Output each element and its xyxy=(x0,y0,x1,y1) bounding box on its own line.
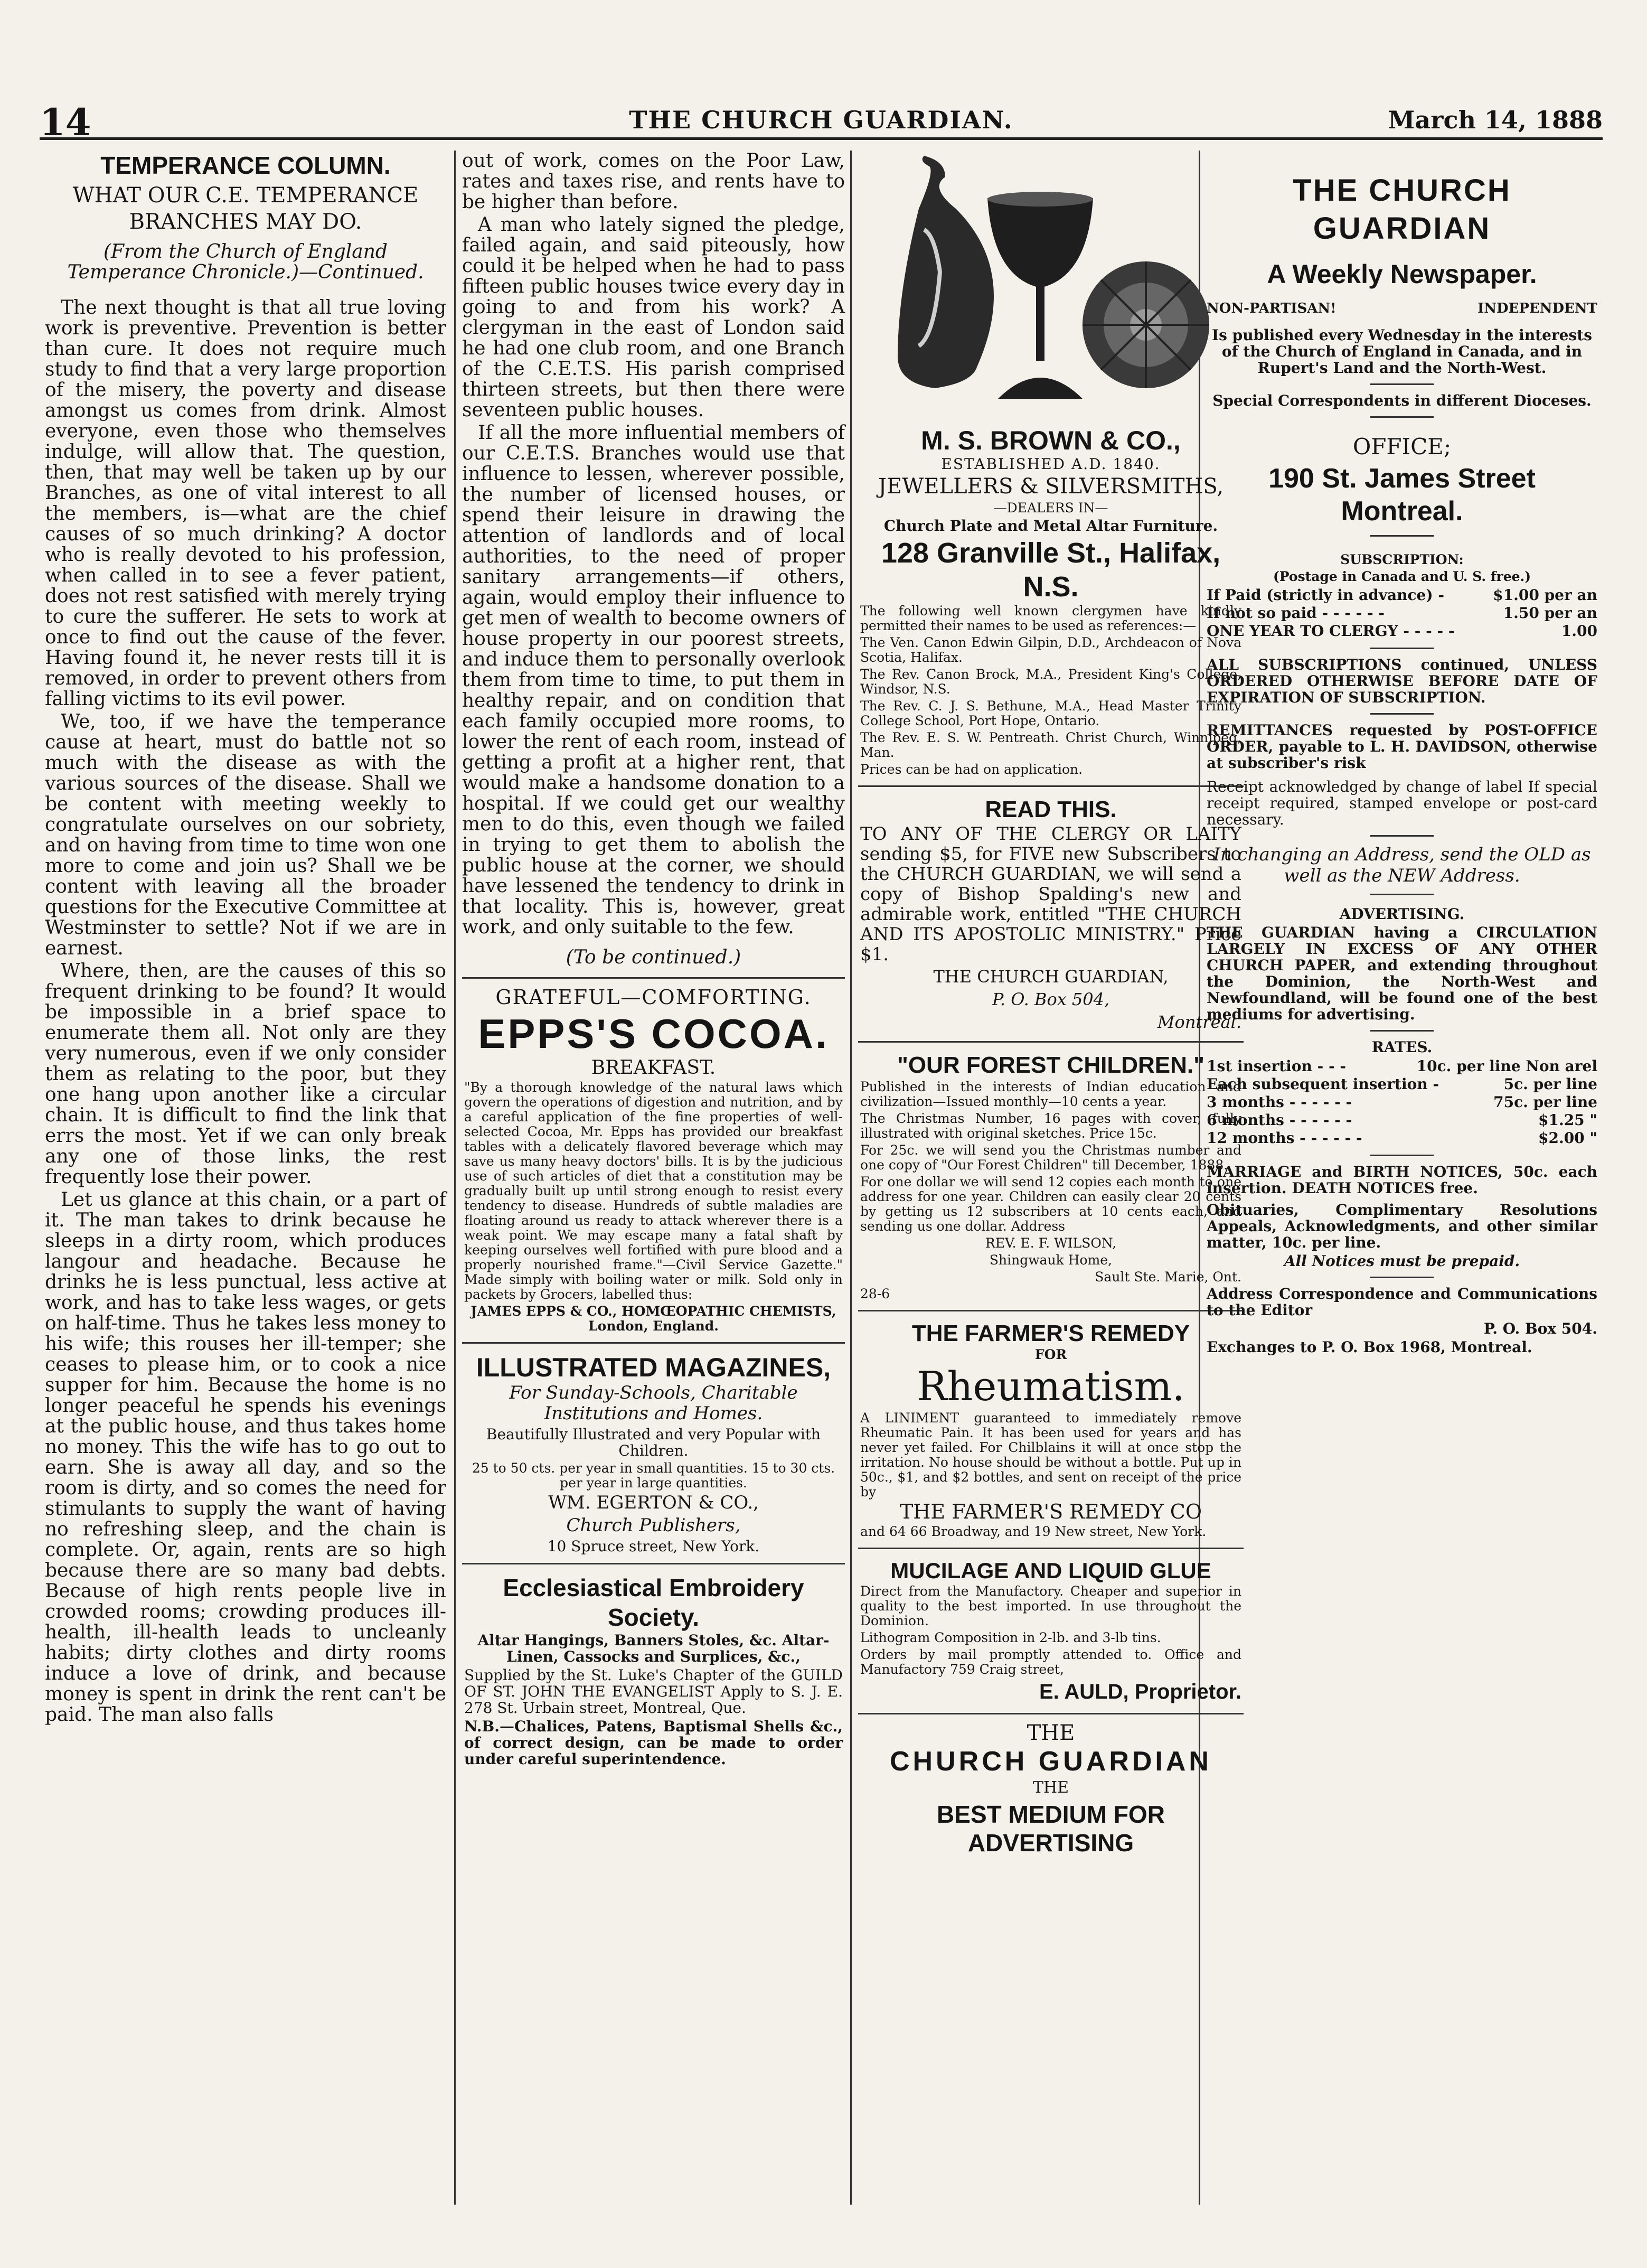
ad-sign: P. O. Box 504, xyxy=(992,989,1110,1009)
subscription-continued-note: ALL SUBSCRIPTIONS continued, UNLESS ORDERED OTHERWISE BEFORE DATE OF EXPIRATION OF SUBSCRIPTION. xyxy=(1207,656,1597,706)
ad-body: "By a thorough knowledge of the natural laws which govern the operations of digestion and nutrition, and by a careful application of the fine properties of well-selected Cocoa, Mr. Epps has provided our breakfast tables with a delicately flavored beverage which may save us many heavy doctors' bills. It is by the judicious use of such articles of diet that a constitution may be gradually built up until strong enough to resist every tendency to disease. Hundreds of subtle maladies are floating around us ready to attack wherever there is a weak point. We may escape many a fatal shaft by keeping ourselves well fortified with pure blood and a properly nourished frame."—Civil Service Gazette." Made simply with boiling water or milk. Sold only in packets by Grocers, labelled thus: xyxy=(464,1080,843,1302)
box-number: P. O. Box 504. xyxy=(1483,1320,1597,1337)
ad-line: CHURCH GUARDIAN xyxy=(890,1746,1212,1777)
ad-goods: Church Plate and Metal Altar Furniture. xyxy=(883,517,1218,535)
ad-title: READ THIS. xyxy=(985,796,1117,822)
ad-title: THE FARMER'S REMEDY xyxy=(911,1320,1190,1346)
ad-dealers: —DEALERS IN— xyxy=(993,500,1108,516)
headline: BRANCHES MAY DO. xyxy=(129,210,362,234)
altar-plate-illustration xyxy=(887,151,1215,425)
ad-body: Supplied by the St. Luke's Chapter of the GUILD OF ST. JOHN THE EVANGELIST Apply to S. J. E. 278 St. Urbain street, Montreal, Que. xyxy=(464,1666,843,1717)
rate-row: 3 months - - - - - - 75c. per line xyxy=(1207,1093,1597,1111)
ad-address: REV. E. F. WILSON, xyxy=(985,1235,1117,1251)
farmers-remedy-ad xyxy=(858,1320,1244,1539)
ad-body: TO ANY OF THE CLERGY OR LAITY sending $5, for FIVE new Subscribers to the CHURCH GUARDIAN, we will send a copy of Bishop Spalding's new and admirable work, entitled "THE CHURCH AND ITS APOSTOLIC MINISTRY." Price $1. xyxy=(860,823,1241,965)
publication-info-column xyxy=(1201,151,1603,2205)
ad-title: Ecclesiastical Embroidery Society. xyxy=(503,1574,804,1631)
article-paragraph: The next thought is that all true loving work is preventive. Prevention is better than cure. It does not require much study to find that a very large proportion of the misery, the poverty and disease amongst us comes from drink. Almost everyone, even those who themselves indulge, will allow that. The question, then, that may well be taken up by our Branches, as one of vital interest to all the members, is—what are the chief causes of so much drinking? A doctor who is really devoted to his profession, when called in to see a fever patient, does not rest satisfied with merely trying to cure the sufferer. He sets to work at once to find out the cause of the fever. Having found it, he never rests till it is removed, in order to prevent others from falling victims to its evil power. xyxy=(45,297,446,710)
ad-body: Direct from the Manufactory. Cheaper and superior in quality to the best imported. In use throughout the Dominion. xyxy=(860,1583,1241,1628)
ad-firm: WM. EGERTON & CO., xyxy=(548,1492,759,1513)
epps-cocoa-ad xyxy=(462,987,845,1334)
rate-row: 12 months - - - - - - $2.00 " xyxy=(1207,1129,1597,1147)
ad-proprietor: E. AULD, Proprietor. xyxy=(1039,1680,1241,1703)
issue-date: March 14, 1888 xyxy=(1388,106,1603,134)
subscription-title: SUBSCRIPTION: xyxy=(1340,552,1464,567)
postage-note: (Postage in Canada and U. S. free.) xyxy=(1273,569,1531,584)
office-address: 190 St. James Street Montreal. xyxy=(1268,463,1536,527)
rate-row: Each subsequent insertion - 5c. per line xyxy=(1207,1075,1597,1093)
ad-body: For 25c. we will send you the Christmas number and one copy of "Our Forest Children" till December, 1888. xyxy=(860,1142,1241,1173)
publication-note: Is published every Wednesday in the interests of the Church of England in Canada, and in Rupert's Land and the North-West. xyxy=(1212,326,1592,377)
article-paragraph: If all the more influential members of our C.E.T.S. Branches would use that influence to lessen, wherever possible, the number of licensed houses, or spend their leisure in drawing the attention of landlords and of local authorities, to the need of proper sanitary arrangements—if others, again, would employ their influence to get men of wealth to become owners of house property in our poorest streets, and induce them to personally overlook them from time to time, to put them in healthy repair, and on condition that each family occupied more rooms, to lower the rent of each room, instead of getting a profit at a higher rent, that would make a handsome donation to a hospital. If we could get our wealthy men to do this, even though we failed in trying to get them to abolish the public house at the corner, we should have lessened the tendency to drink in that locality. This is, however, great work, and only suitable to the few. xyxy=(462,422,845,938)
article-paragraph: Where, then, are the causes of this so frequent drinking to be found? It would be impossible in a brief space to enumerate them all. Not only are they very numerous, even if we only consider them as relating to the poor, but they one hang upon another like a circular chain. It is difficult to find the link that errs the most. Yet if we can only break any one of those links, the rest frequently lose their power. xyxy=(45,960,446,1188)
page-number: 14 xyxy=(40,100,91,144)
obituaries-note: Obituaries, Complimentary Resolutions Appeals, Acknowledgments, and other similar matter, 10c. per line. xyxy=(1207,1201,1597,1251)
ad-title: EPPS'S COCOA. xyxy=(478,1010,829,1057)
rate-row: If Paid (strictly in advance) - $1.00 per an xyxy=(1207,586,1597,604)
ad-trade: JEWELLERS & SILVERSMITHS, xyxy=(878,474,1224,499)
temperance-column xyxy=(40,151,451,2205)
advertising-rates xyxy=(1207,1057,1597,1147)
prepaid-note: All Notices must be prepaid. xyxy=(1284,1252,1520,1270)
ad-body: For one dollar we will send 12 copies each month to one address for one year. Children can easily clear 20 cents by getting us 12 subscribers at 10 cents each, and sending us one dollar. Address xyxy=(860,1174,1241,1234)
rate-row: If not so paid - - - - - - 1.50 per an xyxy=(1207,604,1597,622)
column-three xyxy=(853,151,1249,2205)
ad-firm: JAMES EPPS & CO., HOMŒOPATHIC CHEMISTS, London, England. xyxy=(470,1304,836,1334)
column-rule xyxy=(454,151,456,2205)
headline: WHAT OUR C.E. TEMPERANCE xyxy=(72,183,419,208)
article-source: (From the Church of England Temperance Chronicle.)—Continued. xyxy=(67,241,424,283)
ad-title: ILLUSTRATED MAGAZINES, xyxy=(476,1353,831,1382)
article-paragraph: out of work, comes on the Poor Law, rates and taxes rise, and rents have to be higher than before. xyxy=(462,151,845,213)
ad-address: and 64 66 Broadway, and 19 New street, New York. xyxy=(860,1524,1207,1539)
subscription-rates xyxy=(1207,586,1597,640)
ad-address: Shingwauk Home, xyxy=(989,1252,1113,1268)
ad-sign: THE CHURCH GUARDIAN, xyxy=(933,967,1169,987)
masthead-title: THE CHURCH GUARDIAN xyxy=(1293,173,1511,246)
nonpartisan-label: NON-PARTISAN! xyxy=(1207,301,1337,316)
masthead-subtitle: A Weekly Newspaper. xyxy=(1267,259,1537,289)
ad-desc: Beautifully Illustrated and very Popular with Children. xyxy=(486,1426,821,1459)
ad-address: 10 Spruce street, New York. xyxy=(547,1538,760,1555)
page-header xyxy=(40,100,1603,144)
correspondents-note: Special Correspondents in different Dioceses. xyxy=(1212,392,1592,409)
ad-code: 28-6 xyxy=(860,1286,890,1301)
continued-note: (To be continued.) xyxy=(566,946,741,968)
embroidery-ad xyxy=(462,1573,845,1767)
brown-jewellers-ad xyxy=(858,151,1244,777)
read-this-ad xyxy=(858,795,1244,1033)
ad-body: Orders by mail promptly attended to. Office and Manufactory 759 Craig street, xyxy=(860,1647,1241,1677)
ad-sign: Montreal. xyxy=(1157,1012,1241,1032)
receipt-note: Receipt acknowledged by change of label If special receipt required, stamped envelope or post-card necessary. xyxy=(1207,778,1597,828)
ad-prices: Prices can be had on application. xyxy=(860,762,1083,777)
ad-body: Lithogram Composition in 2-lb. and 3-lb tins. xyxy=(860,1630,1161,1645)
ad-line: THE xyxy=(1032,1778,1069,1797)
ad-for: FOR xyxy=(1034,1347,1067,1362)
rates-title: RATES. xyxy=(1371,1038,1433,1056)
advertising-title: ADVERTISING. xyxy=(1339,905,1465,923)
article-paragraph: A man who lately signed the pledge, failed again, and said piteously, how could it be helped when he had to pass fifteen public houses twice every day in going to and from his work? A clergyman in the east of London said he had one club room, and one Branch of the C.E.T.S. His parish comprised thirteen streets, but then there were seventeen public houses. xyxy=(462,214,845,421)
exchanges-note: Exchanges to P. O. Box 1968, Montreal. xyxy=(1207,1338,1532,1356)
article-paragraph: Let us glance at this chain, or a part of it. The man takes to drink because he sleeps in a dirty room, which produces langour and headache. Because he drinks he is less punctual, less active at work, and has to take less wages, or gets on half-time. Thus he takes less money to his wife; this rouses her ill-temper; she ceases to please him, or to cook a nice supper for him. Because the home is no longer peaceful he spends his evenings at the public house, and thus takes home no money. This the wife has to go out to earn. She is away all day, and so the room is dirty, and so comes the need for stimulants to supply the want of having no refreshing sleep, and the chain is complete. Or, again, rents are so high because there are so many bad debts. Because of high rents people live in crowded rooms; crowding produces ill-health, ill-health leads to uncleanly habits; dirty clothes and dirty rooms induce a love of drink, and because money is spent in drink the rent can't be paid. The man also falls xyxy=(45,1189,446,1726)
magazines-ad xyxy=(462,1352,845,1554)
correspondence-note: Address Correspondence and Communications to the Editor xyxy=(1207,1285,1597,1319)
ad-tagline: GRATEFUL—COMFORTING. xyxy=(495,986,812,1009)
ad-address: Sault Ste. Marie, Ont. xyxy=(1095,1269,1241,1285)
ad-title: "OUR FOREST CHILDREN." xyxy=(897,1052,1204,1078)
article-paragraph: We, too, if we have the temperance cause at heart, must do battle not so much with the disease as with the various sources of the disease. Shall we be content with meeting weekly to congratulate ourselves on our sobriety, and on having from time to time won one more to come and join us? Shall we be content with leaving all the broader questions for the Executive Committee at Westminster to settle? Not if we are in earnest. xyxy=(45,711,446,959)
ad-firm: THE FARMER'S REMEDY CO xyxy=(899,1500,1202,1523)
independent-label: INDEPENDENT xyxy=(1477,301,1597,316)
advertising-body: THE GUARDIAN having a CIRCULATION LARGELY IN EXCESS OF ANY OTHER CHURCH PAPER, and extending throughout the Dominion, the North-West and Newfoundland, will be found one of the best mediums for advertising. xyxy=(1207,924,1597,1023)
glue-ad xyxy=(858,1558,1244,1704)
ad-address: 128 Granville St., Halifax, N.S. xyxy=(881,537,1221,603)
ad-role: Church Publishers, xyxy=(566,1515,741,1536)
remittance-note: REMITTANCES requested by POST-OFFICE ORDER, payable to L. H. DAVIDSON, otherwise at subscriber's risk xyxy=(1207,721,1597,772)
column-two xyxy=(457,151,850,2205)
rate-row: ONE YEAR TO CLERGY - - - - - 1.00 xyxy=(1207,622,1597,640)
advertising-medium-ad xyxy=(858,1723,1244,1857)
rate-row: 6 months - - - - - - $1.25 " xyxy=(1207,1111,1597,1129)
ad-intro: The following well known clergymen have kindly permitted their names to be used as references:— xyxy=(860,603,1241,633)
ad-items: Altar Hangings, Banners Stoles, &c. Altar-Linen, Cassocks and Surplices, &c., xyxy=(477,1632,830,1665)
ad-headline: Rheumatism. xyxy=(917,1363,1185,1410)
ad-est: ESTABLISHED A.D. 1840. xyxy=(941,455,1161,473)
ad-body: A LINIMENT guaranteed to immediately remove Rheumatic Pain. It has been used for years and has never yet failed. For Chilblains it will at once stop the irritation. No house should be without a bottle. Put up in 50c., $1, and $2 bottles, and sent on receipt of the price by xyxy=(860,1410,1241,1499)
ad-line: THE xyxy=(1027,1721,1075,1745)
ad-title: M. S. BROWN & CO., xyxy=(921,426,1181,455)
ad-subtitle: For Sunday-Schools, Charitable Institutions and Homes. xyxy=(509,1382,798,1424)
ad-subtitle: BREAKFAST. xyxy=(591,1057,716,1079)
ad-note: N.B.—Chalices, Patens, Baptismal Shells &c., of correct design, can be made to order under careful superintendence. xyxy=(464,1718,843,1768)
office-label: OFFICE; xyxy=(1352,434,1452,460)
marriage-notices: MARRIAGE and BIRTH NOTICES, 50c. each insertion. DEATH NOTICES free. xyxy=(1207,1163,1597,1197)
column-rule xyxy=(850,151,852,2205)
address-change-note: In changing an Address, send the OLD as well as the NEW Address. xyxy=(1213,844,1591,886)
ad-line: BEST MEDIUM FOR ADVERTISING xyxy=(937,1801,1165,1857)
ad-body: Published in the interests of Indian education and civilization—Issued monthly—10 cents a year. xyxy=(860,1079,1241,1109)
section-title: TEMPERANCE COLUMN. xyxy=(100,152,391,179)
paper-title: THE CHURCH GUARDIAN. xyxy=(629,106,1013,134)
reference-entry: The Ven. Canon Edwin Gilpin, D.D., Archdeacon of Nova Scotia, Halifax. xyxy=(860,635,1241,665)
reference-entry: The Rev. E. S. W. Pentreath. Christ Church, Winnipeg, Man. xyxy=(860,730,1241,760)
ad-body: The Christmas Number, 16 pages with cover, fully illustrated with original sketches. Price 15c. xyxy=(860,1111,1241,1141)
reference-entry: The Rev. C. J. S. Bethune, M.A., Head Master Trinity College School, Port Hope, Ontario. xyxy=(860,698,1241,728)
rate-row: 1st insertion - - - 10c. per line Non arel xyxy=(1207,1057,1597,1075)
ad-title: MUCILAGE AND LIQUID GLUE xyxy=(890,1558,1211,1583)
reference-entry: The Rev. Canon Brock, M.A., President King's College, Windsor, N.S. xyxy=(860,667,1241,697)
ad-price: 25 to 50 cts. per year in small quantities. 15 to 30 cts. per year in large quantities. xyxy=(472,1460,835,1491)
forest-children-ad xyxy=(858,1051,1244,1301)
